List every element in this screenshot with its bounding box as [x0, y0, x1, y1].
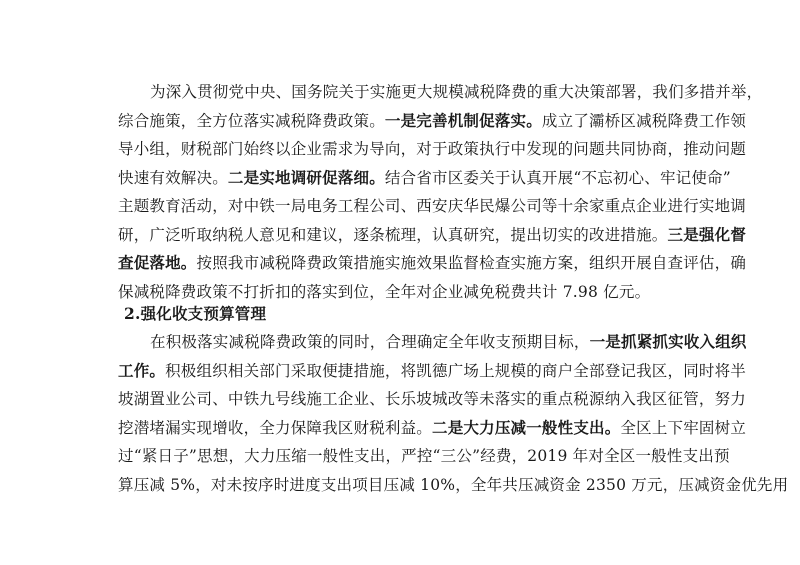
emphasis-third-point: 三是强化督 — [667, 224, 747, 244]
text-span: 积极组织相关部门采取便捷措施，将凯德广场上规模的商户全部登记我区，同时将半 — [165, 361, 747, 380]
text-line — [118, 249, 747, 278]
text-line — [118, 328, 747, 357]
emphasis-first-point: 一是抓紧抓实收入组织 — [589, 332, 747, 351]
emphasis-third-point-cont: 查促落地。 — [118, 253, 197, 272]
text-line — [118, 107, 747, 136]
text-span: 主题教育活动，对中铁一局电务工程公司、西安庆华民爆公司等十余家重点企业进行实地调 — [118, 197, 747, 215]
text-span: 在积极落实减税降费政策的同时，合理确定全年收支预期目标， — [150, 333, 590, 351]
text-line — [118, 385, 747, 414]
paragraph-tax-reduction — [118, 78, 763, 306]
text-span: 快速有效解决。 — [118, 168, 228, 187]
text-line — [118, 414, 747, 443]
text-span: 挖潜堵漏实现增收，全力保障我区财税利益。 — [118, 418, 433, 437]
emphasis-second-point: 二是实地调研促落细。 — [227, 167, 385, 187]
text-span: 保减税降费政策不打折扣的落实到位，全年对企业减免税费共计 7.98 亿元。 — [118, 282, 651, 301]
text-line — [118, 78, 763, 107]
text-span: 成立了灞桥区减税降费工作领 — [541, 111, 747, 130]
emphasis-first-point-cont: 工作。 — [118, 360, 166, 380]
section-heading — [118, 300, 718, 329]
text-span: 研，广泛听取纳税人意见和建议，逐条梳理，认真研究，提出切实的改进措施。 — [118, 225, 668, 244]
text-line — [118, 357, 747, 386]
text-span: 导小组，财税部门始终以企业需求为导向，对于政策执行中发现的问题共同协商，推动问题 — [118, 140, 747, 158]
text-span: 算压减 5%，对未按序时进度支出项目压减 10%，全年共压减资金 2350 万元，压减资金优先用 — [118, 475, 789, 494]
text-span: 坡湖置业公司、中铁九号线施工企业、长乐坡城改等未落实的重点税源纳入我区征管，努力 — [118, 390, 747, 408]
text-span: 全区上下牢固树立 — [620, 418, 747, 437]
text-line — [118, 221, 747, 250]
text-span: 结合省市区委关于认真开展“不忘初心、牢记使命” — [384, 168, 731, 187]
emphasis-first-point: 一是完善机制促落实。 — [384, 110, 542, 130]
text-line — [118, 135, 747, 164]
text-line — [118, 442, 730, 471]
text-line — [118, 192, 747, 221]
text-span: 综合施策，全方位落实减税降费政策。 — [118, 111, 385, 130]
section-heading-text: 2.强化收支预算管理 — [124, 304, 267, 323]
text-span: 为深入贯彻党中央、国务院关于实施更大规模减税降费的重大决策部署，我们多措并举， — [150, 83, 763, 101]
text-line — [118, 471, 789, 500]
emphasis-second-point: 二是大力压减一般性支出。 — [432, 417, 621, 437]
text-line — [118, 164, 731, 193]
text-span: 过“紧日子”思想，大力压缩一般性支出，严控“三公”经费，2019 年对全区一般性支出预 — [118, 447, 730, 465]
text-span: 按照我市减税降费政策措施实施效果监督检查实施方案，组织开展自查评估，确 — [196, 254, 747, 272]
paragraph-budget-management — [118, 328, 789, 499]
